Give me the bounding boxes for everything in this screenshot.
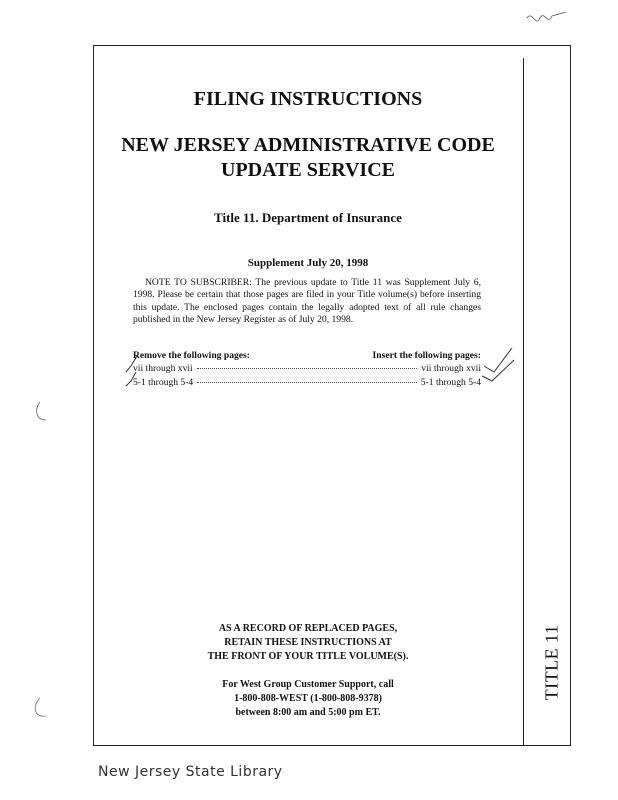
- record-line-1: AS A RECORD OF REPLACED PAGES,: [218, 623, 398, 634]
- check-mark-insert-1: [484, 348, 512, 372]
- filing-instructions-heading: FILING INSTRUCTIONS: [193, 88, 423, 110]
- insert-pages: vii through xvii: [421, 363, 481, 374]
- side-tab-label: TITLE 11: [541, 624, 562, 700]
- code-title-line-1: NEW JERSEY ADMINISTRATIVE CODE: [121, 134, 495, 156]
- check-mark-remove-2: [126, 372, 136, 386]
- support-line-3: between 8:00 am and 5:00 pm ET.: [235, 707, 381, 718]
- insert-pages: 5-1 through 5-4: [420, 377, 481, 388]
- remove-pages: vii through xvii: [133, 363, 193, 374]
- record-line-3: THE FRONT OF YOUR TITLE VOLUME(S).: [207, 651, 409, 662]
- margin-mark-2: [35, 698, 46, 716]
- support-line-2: 1-800-808-WEST (1-800-808-9378): [234, 693, 382, 704]
- record-line-2: RETAIN THESE INSTRUCTIONS AT: [224, 637, 392, 648]
- code-title-line-2: UPDATE SERVICE: [221, 159, 395, 181]
- department-title: Title 11. Department of Insurance: [214, 210, 402, 225]
- remove-heading: Remove the following pages:: [133, 350, 250, 361]
- support-line-1: For West Group Customer Support, call: [222, 679, 394, 690]
- corner-scribble: [527, 12, 566, 21]
- remove-pages: 5-1 through 5-4: [133, 377, 194, 388]
- insert-heading: Insert the following pages:: [372, 350, 481, 361]
- subscriber-note: NOTE TO SUBSCRIBER: The previous update to Title 11 was Supplement July 6, 1998. Please be certain that those pages are filed in your Title volume(s) before inserting this update. The enclosed pages contain the legally adopted text of all rule changes published in the New Jersey Register as of July 20, 1998.: [133, 277, 481, 326]
- check-mark-insert-2: [482, 360, 514, 381]
- supplement-date: Supplement July 20, 1998: [247, 257, 369, 269]
- library-stamp: New Jersey State Library: [98, 764, 283, 780]
- check-mark-remove-1: [126, 356, 137, 372]
- margin-mark-1: [37, 402, 46, 420]
